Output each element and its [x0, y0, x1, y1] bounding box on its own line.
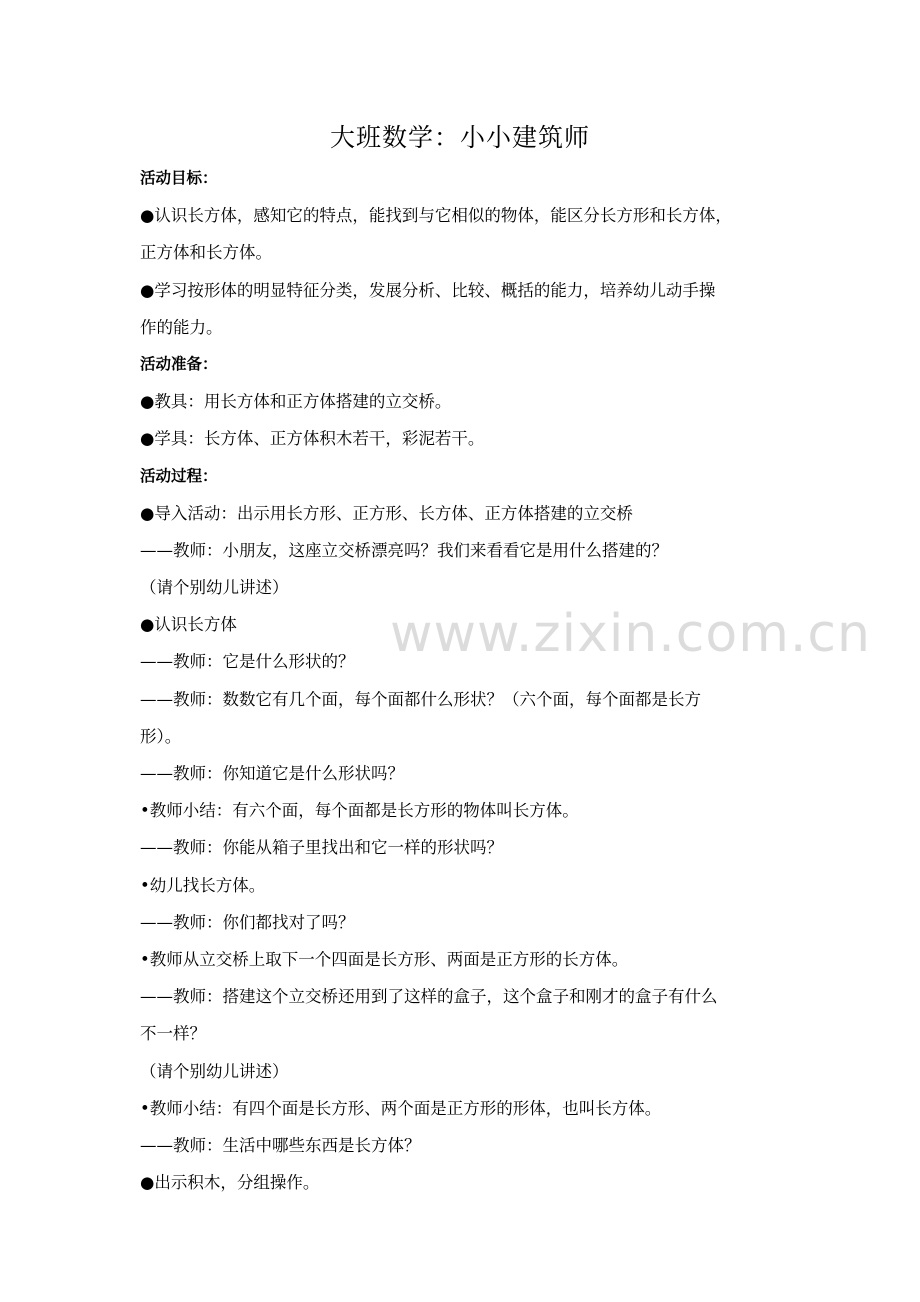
document-title: 大班数学：小小建筑师 [329, 123, 590, 152]
section-heading: 活动目标： [140, 169, 218, 187]
body-line: 正方体和长方体。 [140, 243, 272, 263]
body-line: •幼儿找长方体。 [140, 875, 266, 895]
body-line: （请个别幼儿讲述） [140, 578, 289, 598]
body-line: （请个别幼儿讲述） [140, 1061, 289, 1081]
body-line: ●出示积木，分组操作。 [140, 1173, 320, 1193]
watermark: www.zixin.com.cn [390, 604, 871, 664]
body-line: ●学习按形体的明显特征分类，发展分析、比较、概括的能力，培养幼儿动手操 [140, 280, 716, 300]
body-line: •教师从立交桥上取下一个四面是长方形、两面是正方形的长方体。 [140, 949, 629, 969]
body-line: 形）。 [140, 726, 182, 746]
body-line: ——教师：生活中哪些东西是长方体？ [140, 1135, 421, 1155]
body-line: ——教师：你们都找对了吗？ [140, 912, 355, 932]
body-line: ——教师：你知道它是什么形状吗？ [140, 764, 404, 783]
body-line: ●认识长方体，感知它的特点，能找到与它相似的物体，能区分长方形和长方体， [140, 206, 732, 226]
body-line: ●教具：用长方体和正方体搭建的立交桥。 [140, 392, 452, 412]
body-line: ——教师：你能从箱子里找出和它一样的形状吗？ [140, 838, 503, 858]
body-line: ●学具：长方体、正方体积木若干，彩泥若干。 [140, 429, 485, 449]
section-heading: 活动过程： [140, 466, 218, 485]
section-heading: 活动准备： [140, 354, 218, 373]
body-line: 作的能力。 [140, 317, 223, 337]
body-line: ——教师：它是什么形状的？ [140, 652, 355, 672]
body-line: ——教师：小朋友，这座立交桥漂亮吗？我们来看看它是用什么搭建的？ [140, 540, 668, 560]
body-line: ●认识长方体 [140, 615, 237, 635]
body-line: ——教师：数数它有几个面，每个面都什么形状？（六个面，每个面都是长方 [140, 689, 701, 709]
body-line: •教师小结：有六个面，每个面都是长方形的物体叫长方体。 [140, 801, 579, 821]
document-body [140, 160, 785, 1201]
body-line: 不一样？ [140, 1024, 206, 1044]
body-line: ——教师：搭建这个立交桥还用到了这样的盒子，这个盒子和刚才的盒子有什么 [140, 987, 718, 1007]
body-line: •教师小结：有四个面是长方形、两个面是正方形的形体，也叫长方体。 [140, 1098, 662, 1118]
body-line: ●导入活动：出示用长方形、正方形、长方体、正方体搭建的立交桥 [140, 503, 633, 523]
